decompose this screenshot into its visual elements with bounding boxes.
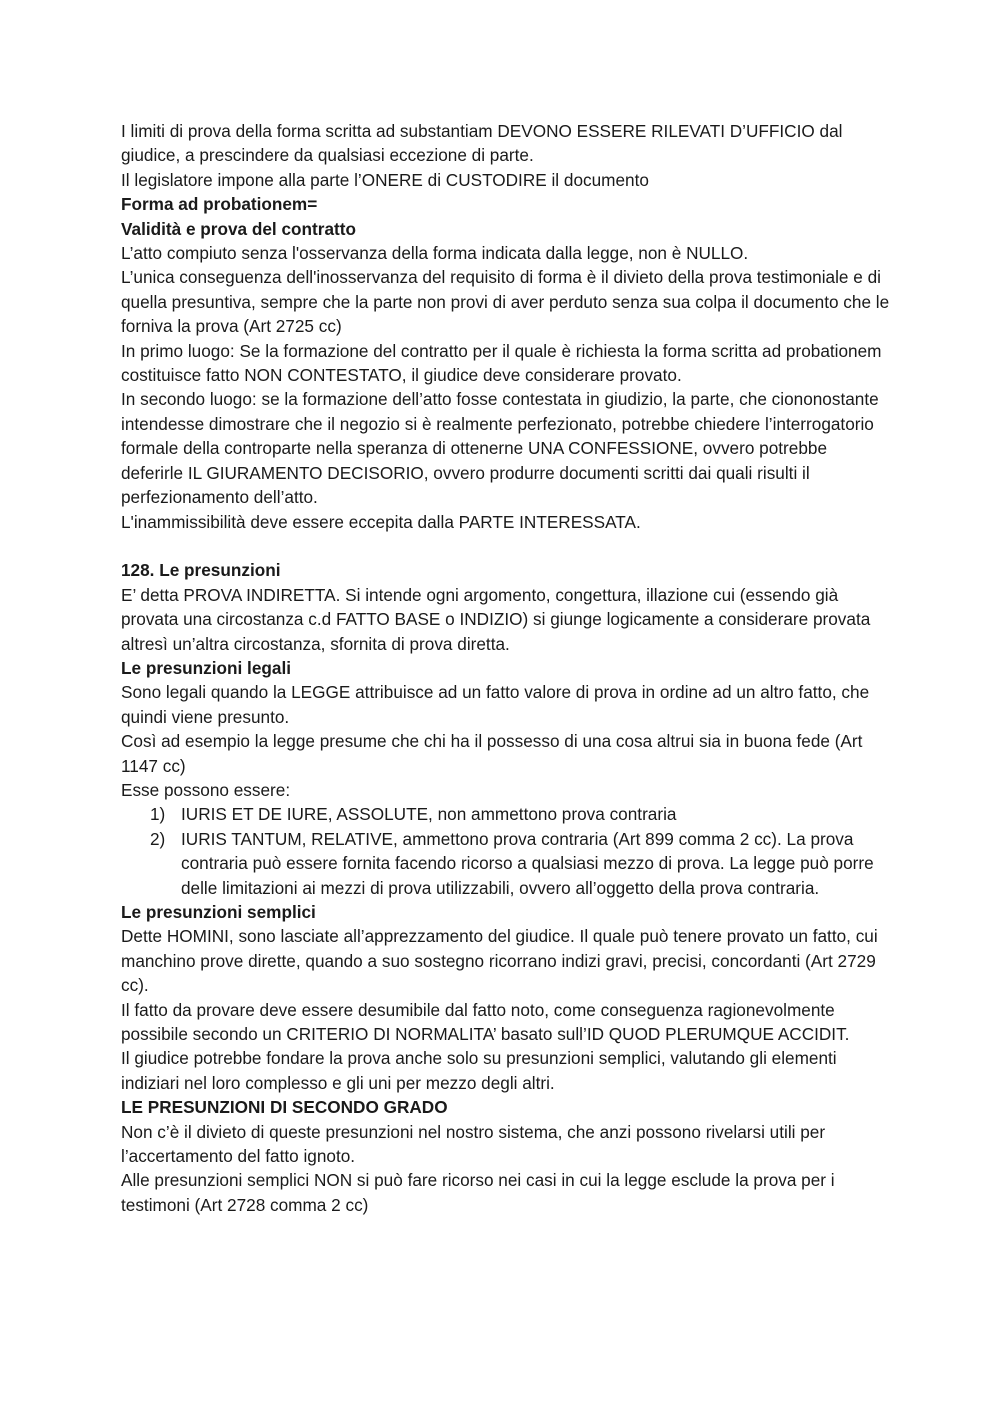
list-item <box>121 827 891 900</box>
paragraph-first-place: In primo luogo: Se la formazione del contratto per il quale è richiesta la forma scritta ad probationem costituisce fatto NON CONTESTATO, il giudice deve considerare provato. <box>121 340 882 386</box>
heading-secondo-grado: LE PRESUNZIONI DI SECONDO GRADO <box>121 1097 448 1118</box>
list-item-number: 1) <box>150 804 166 825</box>
paragraph-not-null: L’atto compiuto senza l'osservanza della forma indicata dalla legge, non è NULLO. <box>121 243 749 264</box>
paragraph-example-good-faith: Così ad esempio la legge presume che chi ha il possesso di una cosa altrui sia in buona fede (Art 1147 cc) <box>121 731 863 776</box>
paragraph-esse-possono: Esse possono essere: <box>121 779 291 800</box>
list-item-number: 2) <box>150 828 166 849</box>
paragraph-written-form-limits: I limiti di prova della forma scritta ad substantiam DEVONO ESSERE RILEVATI D’UFFICIO dal giudice, a prescindere da qualsiasi eccezione di parte. <box>121 121 843 166</box>
paragraph-judge-simple-presumptions: Il giudice potrebbe fondare la prova anche solo su presunzioni semplici, valutando gli elementi indiziari nel loro complesso e gli uni per mezzo degli altri. <box>121 1048 837 1093</box>
paragraph-prova-indiretta: E’ detta PROVA INDIRETTA. Si intende ogni argomento, congettura, illazione cui (essendo già provata una circostanza c.d FATTO BASE o INDIZIO) si giunge logicamente a considerare provata altresì un’altra circostanza, sfornita di prova diretta. <box>121 584 871 654</box>
paragraph-homini: Dette HOMINI, sono lasciate all’apprezzamento del giudice. Il quale può tenere provato un fatto, cui manchino prove dirette, quando a suo sostegno ricorrano indizi gravi, precisi, concordanti (Art 2729 cc). <box>121 926 878 996</box>
paragraph-witness-exclusion: Alle presunzioni semplici NON si può fare ricorso nei casi in cui la legge esclude la prova per i testimoni (Art 2728 comma 2 cc) <box>121 1170 835 1215</box>
paragraph-inadmissibility: L'inammissibilità deve essere eccepita dalla PARTE INTERESSATA. <box>121 511 641 532</box>
list-item <box>121 802 891 826</box>
heading-forma-ad-probationem: Forma ad probationem= <box>121 194 318 215</box>
paragraph-custody-burden: Il legislatore impone alla parte l’ONERE di CUSTODIRE il documento <box>121 169 649 190</box>
document-page <box>121 119 891 1217</box>
heading-le-presunzioni: 128. Le presunzioni <box>121 560 281 581</box>
blank-line <box>121 534 891 558</box>
paragraph-second-place: In secondo luogo: se la formazione dell’atto fosse contestata in giudizio, la parte, che ciononostante intendesse dimostrare che il negozio si è realmente perfezionato, potrebbe chiedere l’interrogatorio formale della controparte nella speranza di ottenerne UNA CONFESSIONE, ovvero potrebbe deferirle IL GIURAMENTO DECISORIO, ovvero produrre documenti scritti dai quali risulti il perfezionamento dell’atto. <box>121 389 879 508</box>
presumption-types-list <box>121 802 891 900</box>
heading-presunzioni-semplici: Le presunzioni semplici <box>121 901 316 922</box>
heading-validita-prova-contratto: Validità e prova del contratto <box>121 218 356 239</box>
paragraph-legal-presumptions: Sono legali quando la LEGGE attribuisce ad un fatto valore di prova in ordine ad un altro fatto, che quindi viene presunto. <box>121 682 870 727</box>
paragraph-only-consequence: L’unica conseguenza dell'inosservanza del requisito di forma è il divieto della prova testimoniale e di quella presuntiva, sempre che la parte non provi di aver perduto senza sua colpa il documento che le forniva la prova (Art 2725 cc) <box>121 267 890 337</box>
heading-presunzioni-legali: Le presunzioni legali <box>121 657 291 678</box>
paragraph-no-prohibition: Non c’è il divieto di queste presunzioni nel nostro sistema, che anzi possono rivelarsi utili per l’accertamento del fatto ignoto. <box>121 1121 826 1167</box>
list-item-text: IURIS ET DE IURE, ASSOLUTE, non ammettono prova contraria <box>181 804 677 825</box>
paragraph-normality-criterion: Il fatto da provare deve essere desumibile dal fatto noto, come conseguenza ragionevolmente possibile secondo un CRITERIO DI NORMALITA’ basato sull’ID QUOD PLERUMQUE ACCIDIT. <box>121 999 850 1045</box>
list-item-text: IURIS TANTUM, RELATIVE, ammettono prova contraria (Art 899 comma 2 cc). La prova contraria può essere fornita facendo ricorso a qualsiasi mezzo di prova. La legge può porre delle limitazioni ai mezzi di prova utilizzabili, ovvero all’oggetto della prova contraria. <box>181 828 874 898</box>
